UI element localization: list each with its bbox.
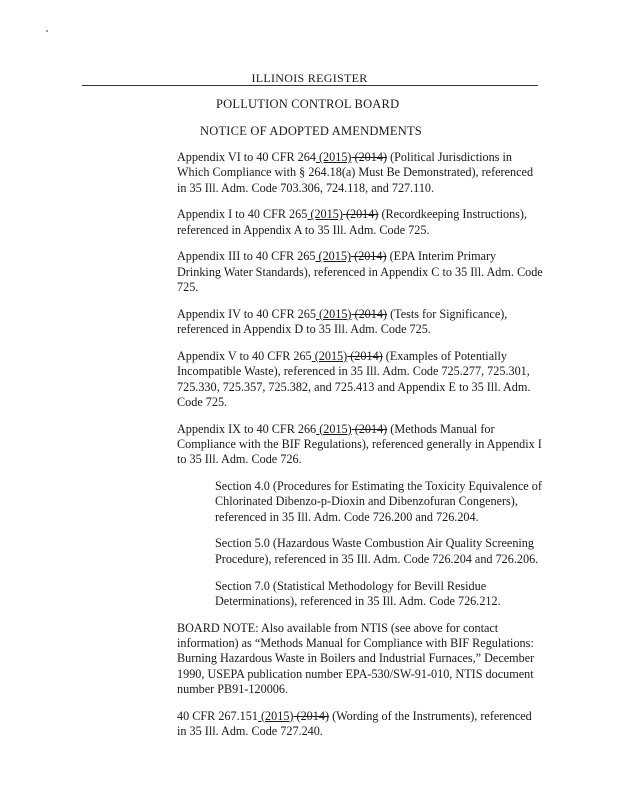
entry-citation: 40 CFR 267.151 — [177, 708, 258, 723]
deleted-year: (2014) — [351, 306, 388, 321]
reference-entry — [177, 207, 543, 238]
entry-citation: Appendix VI to 40 CFR 264 — [177, 150, 316, 164]
entry-description: (Recordkeeping Instructions), referenced in Appendix A to 35 Ill. Adm. Code 725. — [177, 207, 528, 237]
document-body — [177, 150, 543, 751]
inserted-year: (2015) — [315, 249, 352, 264]
register-header — [0, 71, 619, 86]
section-item: Section 5.0 (Hazardous Waste Combustion Air Quality Screening Procedure), referenced in 35 Ill. Adm. Code 726.204 and 726.206. — [215, 536, 539, 566]
deleted-year: (2014) — [342, 207, 379, 222]
deleted-year: (2014) — [351, 249, 387, 264]
inserted-year: (2015) — [257, 708, 294, 723]
entry-citation: Appendix IX to 40 CFR 266 — [177, 421, 317, 436]
inserted-year: (2015) — [315, 150, 352, 164]
scan-speck — [46, 30, 48, 32]
entry-description: (Methods Manual for Compliance with the BIF Regulations), referenced generally in Appendix I to 35 Ill. Adm. Code 726. — [177, 421, 542, 467]
header-rule — [82, 85, 538, 86]
entry-description: (Political Jurisdictions in Which Compliance with § 264.18(a) Must Be Demonstrated), referenced in 35 Ill. Adm. Code 703.306, 724.118, and 727.110. — [177, 150, 534, 195]
reference-entry — [177, 150, 543, 196]
inserted-year: (2015) — [307, 207, 343, 222]
entry-citation: Appendix I to 40 CFR 265 — [177, 207, 308, 222]
entry-citation: Appendix V to 40 CFR 265 — [177, 348, 312, 363]
reference-entry — [177, 307, 543, 338]
reference-entry — [177, 349, 543, 410]
deleted-year: (2014) — [351, 421, 388, 436]
entry-description: (EPA Interim Primary Drinking Water Standards), referenced in Appendix C to 35 Ill. Adm. Code 725. — [177, 249, 543, 295]
inserted-year: (2015) — [311, 348, 348, 363]
notice-title: NOTICE OF ADOPTED AMENDMENTS — [200, 124, 422, 138]
inserted-year: (2015) — [315, 306, 352, 321]
deleted-year: (2014) — [347, 348, 383, 363]
board-note: BOARD NOTE: Also available from NTIS (see above for contact information) as “Methods Manual for Compliance with BIF Regulations: Burning Hazardous Waste in Boilers and Industrial Furnaces,” December 1990, USEPA publication number EPA-530/SW-91-010, NTIS document number PB91-120006. — [177, 620, 535, 696]
entry-citation: Appendix IV to 40 CFR 265 — [177, 306, 316, 321]
agency-title: POLLUTION CONTROL BOARD — [216, 97, 400, 111]
section-item: Section 7.0 (Statistical Methodology for Bevill Residue Determinations), referenced in 35 Ill. Adm. Code 726.212. — [215, 578, 501, 608]
entry-description: (Tests for Significance), referenced in Appendix D to 35 Ill. Adm. Code 725. — [177, 306, 508, 337]
section-item: Section 4.0 (Procedures for Estimating the Toxicity Equivalence of Chlorinated Dibenzo-p-Dioxin and Dibenzofuran Congeners), referenced in 35 Ill. Adm. Code 726.200 and 726.204. — [215, 479, 542, 524]
register-title: ILLINOIS REGISTER — [251, 71, 368, 85]
inserted-year: (2015) — [316, 421, 352, 436]
entry-citation: Appendix III to 40 CFR 265 — [177, 249, 316, 264]
reference-entry — [177, 422, 543, 468]
deleted-year: (2014) — [293, 708, 330, 723]
entry-description: (Wording of the Instruments), referenced in 35 Ill. Adm. Code 727.240. — [177, 708, 532, 738]
reference-entry — [177, 709, 543, 740]
deleted-year: (2014) — [351, 150, 388, 164]
entry-description: (Examples of Potentially Incompatible Waste), referenced in 35 Ill. Adm. Code 725.277, 725.301, 725.330, 725.357, 725.382, and 725.413 and Appendix E to 35 Ill. Adm. Code 725. — [177, 348, 531, 409]
reference-entry — [177, 249, 543, 295]
